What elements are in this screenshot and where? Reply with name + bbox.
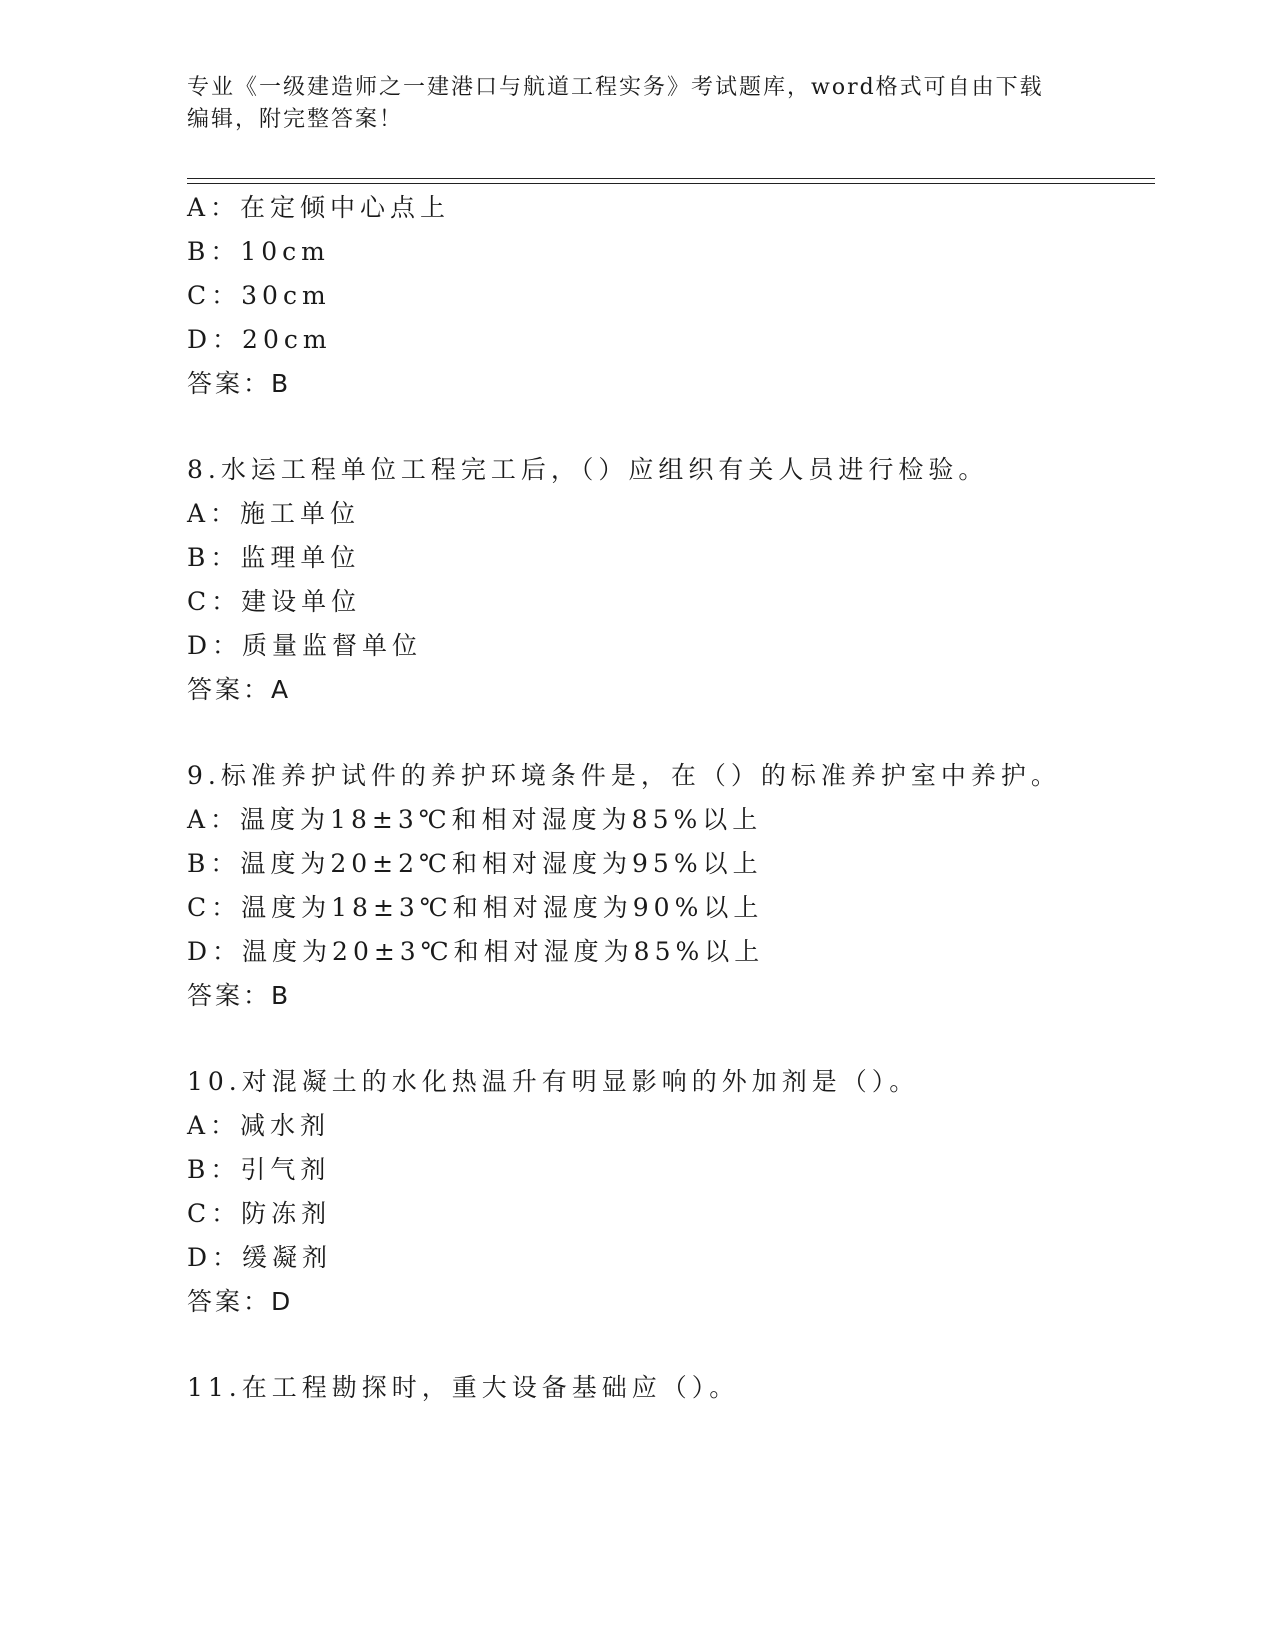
q8-option-b: B：监理单位 [187,543,361,572]
q8-answer: 答案：A [187,675,292,704]
q8-option-c: C：建设单位 [187,587,362,616]
q9-option-d: D：温度为20±3℃和相对湿度为85%以上 [187,937,765,966]
header-divider-top [187,178,1155,179]
q10-question: 10.对混凝土的水化热温升有明显影响的外加剂是（）。 [187,1067,920,1096]
q7-option-b: B：10cm [187,237,330,266]
q8-option-a: A：施工单位 [187,499,361,528]
q9-option-c: C：温度为18±3℃和相对湿度为90%以上 [187,893,764,922]
header-line-2: 编辑，附完整答案！ [187,107,404,132]
q9-question: 9.标准养护试件的养护环境条件是，在（）的标准养护室中养护。 [187,761,1061,790]
q10-option-d: D：缓凝剂 [187,1243,333,1272]
q9-answer: 答案：B [187,981,292,1010]
q7-option-c: C：30cm [187,281,331,310]
q10-option-a: A：减水剂 [187,1111,331,1140]
q10-answer: 答案：D [187,1287,294,1316]
document-header [187,72,1087,136]
q10-option-c: C：防冻剂 [187,1199,332,1228]
q7-option-a: A：在定倾中心点上 [187,193,451,222]
q9-option-b: B：温度为20±2℃和相对湿度为95%以上 [187,849,763,878]
q8-option-d: D：质量监督单位 [187,631,423,660]
header-line-1: 专业《一级建造师之一建港口与航道工程实务》考试题库，word格式可自由下载 [187,75,1044,100]
q7-option-d: D：20cm [187,325,332,354]
q10-option-b: B：引气剂 [187,1155,331,1184]
q8-question: 8.水运工程单位工程完工后，（）应组织有关人员进行检验。 [187,455,989,484]
q11-question: 11.在工程勘探时，重大设备基础应（）。 [187,1373,740,1402]
q9-option-a: A：温度为18±3℃和相对湿度为85%以上 [187,805,763,834]
q7-answer: 答案：B [187,369,292,398]
header-divider-bottom [187,183,1155,184]
